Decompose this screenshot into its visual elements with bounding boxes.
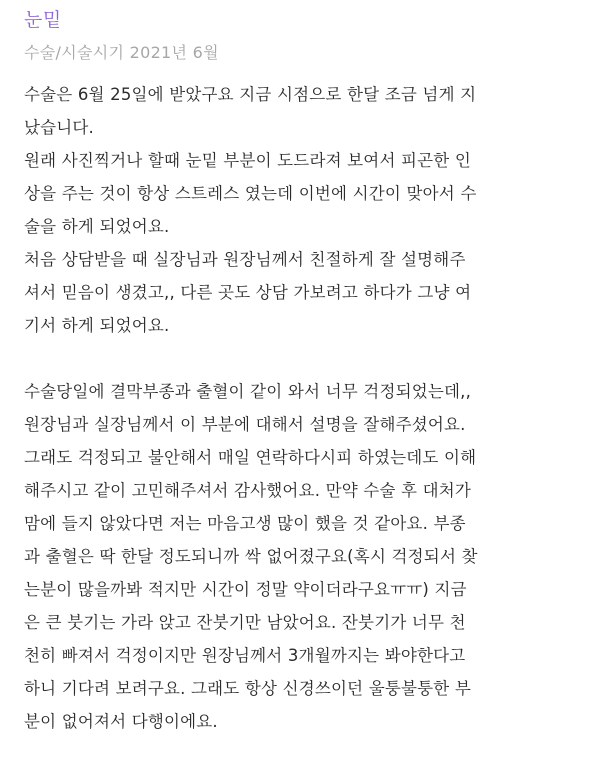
- review-body-line: 은 큰 붓기는 가라 앉고 잔붓기만 남았어요. 잔붓기가 너무 천: [24, 613, 466, 632]
- review-body-line: 수술은 6월 25일에 받았구요 지금 시점으로 한달 조금 넘게 지: [24, 85, 477, 104]
- review-body-line: 는분이 많을까봐 적지만 시간이 정말 약이더라구요ㅠㅠ) 지금: [24, 580, 467, 599]
- procedure-tag[interactable]: 눈밑: [24, 9, 62, 31]
- paragraph-gap: [24, 342, 584, 375]
- review-body-line: 상을 주는 것이 항상 스트레스 였는데 이번에 시간이 맞아서 수: [24, 184, 477, 203]
- review-body-line: 술을 하게 되었어요.: [24, 217, 170, 236]
- review-body-line: 났습니다.: [24, 118, 95, 137]
- review-body-line: 원래 사진찍거나 할때 눈밑 부분이 도드라져 보여서 피곤한 인: [24, 151, 472, 170]
- review-body-line: 셔서 믿음이 생겼고,, 다른 곳도 상담 가보려고 하다가 그냥 여: [24, 283, 472, 302]
- review-body: [24, 78, 584, 738]
- review-body-line: 천히 빠져서 걱정이지만 원장님께서 3개월까지는 봐야한다고: [24, 646, 466, 665]
- review-body-line: 수술당일에 결막부종과 출혈이 같이 와서 너무 걱정되었는데,,: [24, 382, 472, 401]
- review-body-line: 그래도 걱정되고 불안해서 매일 연락하다시피 하였는데도 이해: [24, 448, 477, 467]
- review-body-line: 분이 없어져서 다행이에요.: [24, 712, 218, 731]
- review-body-line: 하니 기다려 보려구요. 그래도 항상 신경쓰이던 울퉁불퉁한 부: [24, 679, 472, 698]
- review-body-line: 기서 하게 되었어요.: [24, 316, 170, 335]
- review-body-line: 처음 상담받을 때 실장님과 원장님께서 친절하게 잘 설명해주: [24, 250, 466, 269]
- review-body-line: 과 출혈은 딱 한달 정도되니까 싹 없어졌구요(혹시 걱정되서 찾: [24, 547, 478, 566]
- procedure-date: 수술/시술시기 2021년 6월: [24, 43, 219, 62]
- review-body-line: 맘에 들지 않았다면 저는 마음고생 많이 했을 것 같아요. 부종: [24, 514, 466, 533]
- review-body-line: 원장님과 실장님께서 이 부분에 대해서 설명을 잘해주셨어요.: [24, 415, 466, 434]
- review-body-line: 해주시고 같이 고민해주셔서 감사했어요. 만약 수술 후 대처가: [24, 481, 472, 500]
- review-card: [24, 0, 584, 738]
